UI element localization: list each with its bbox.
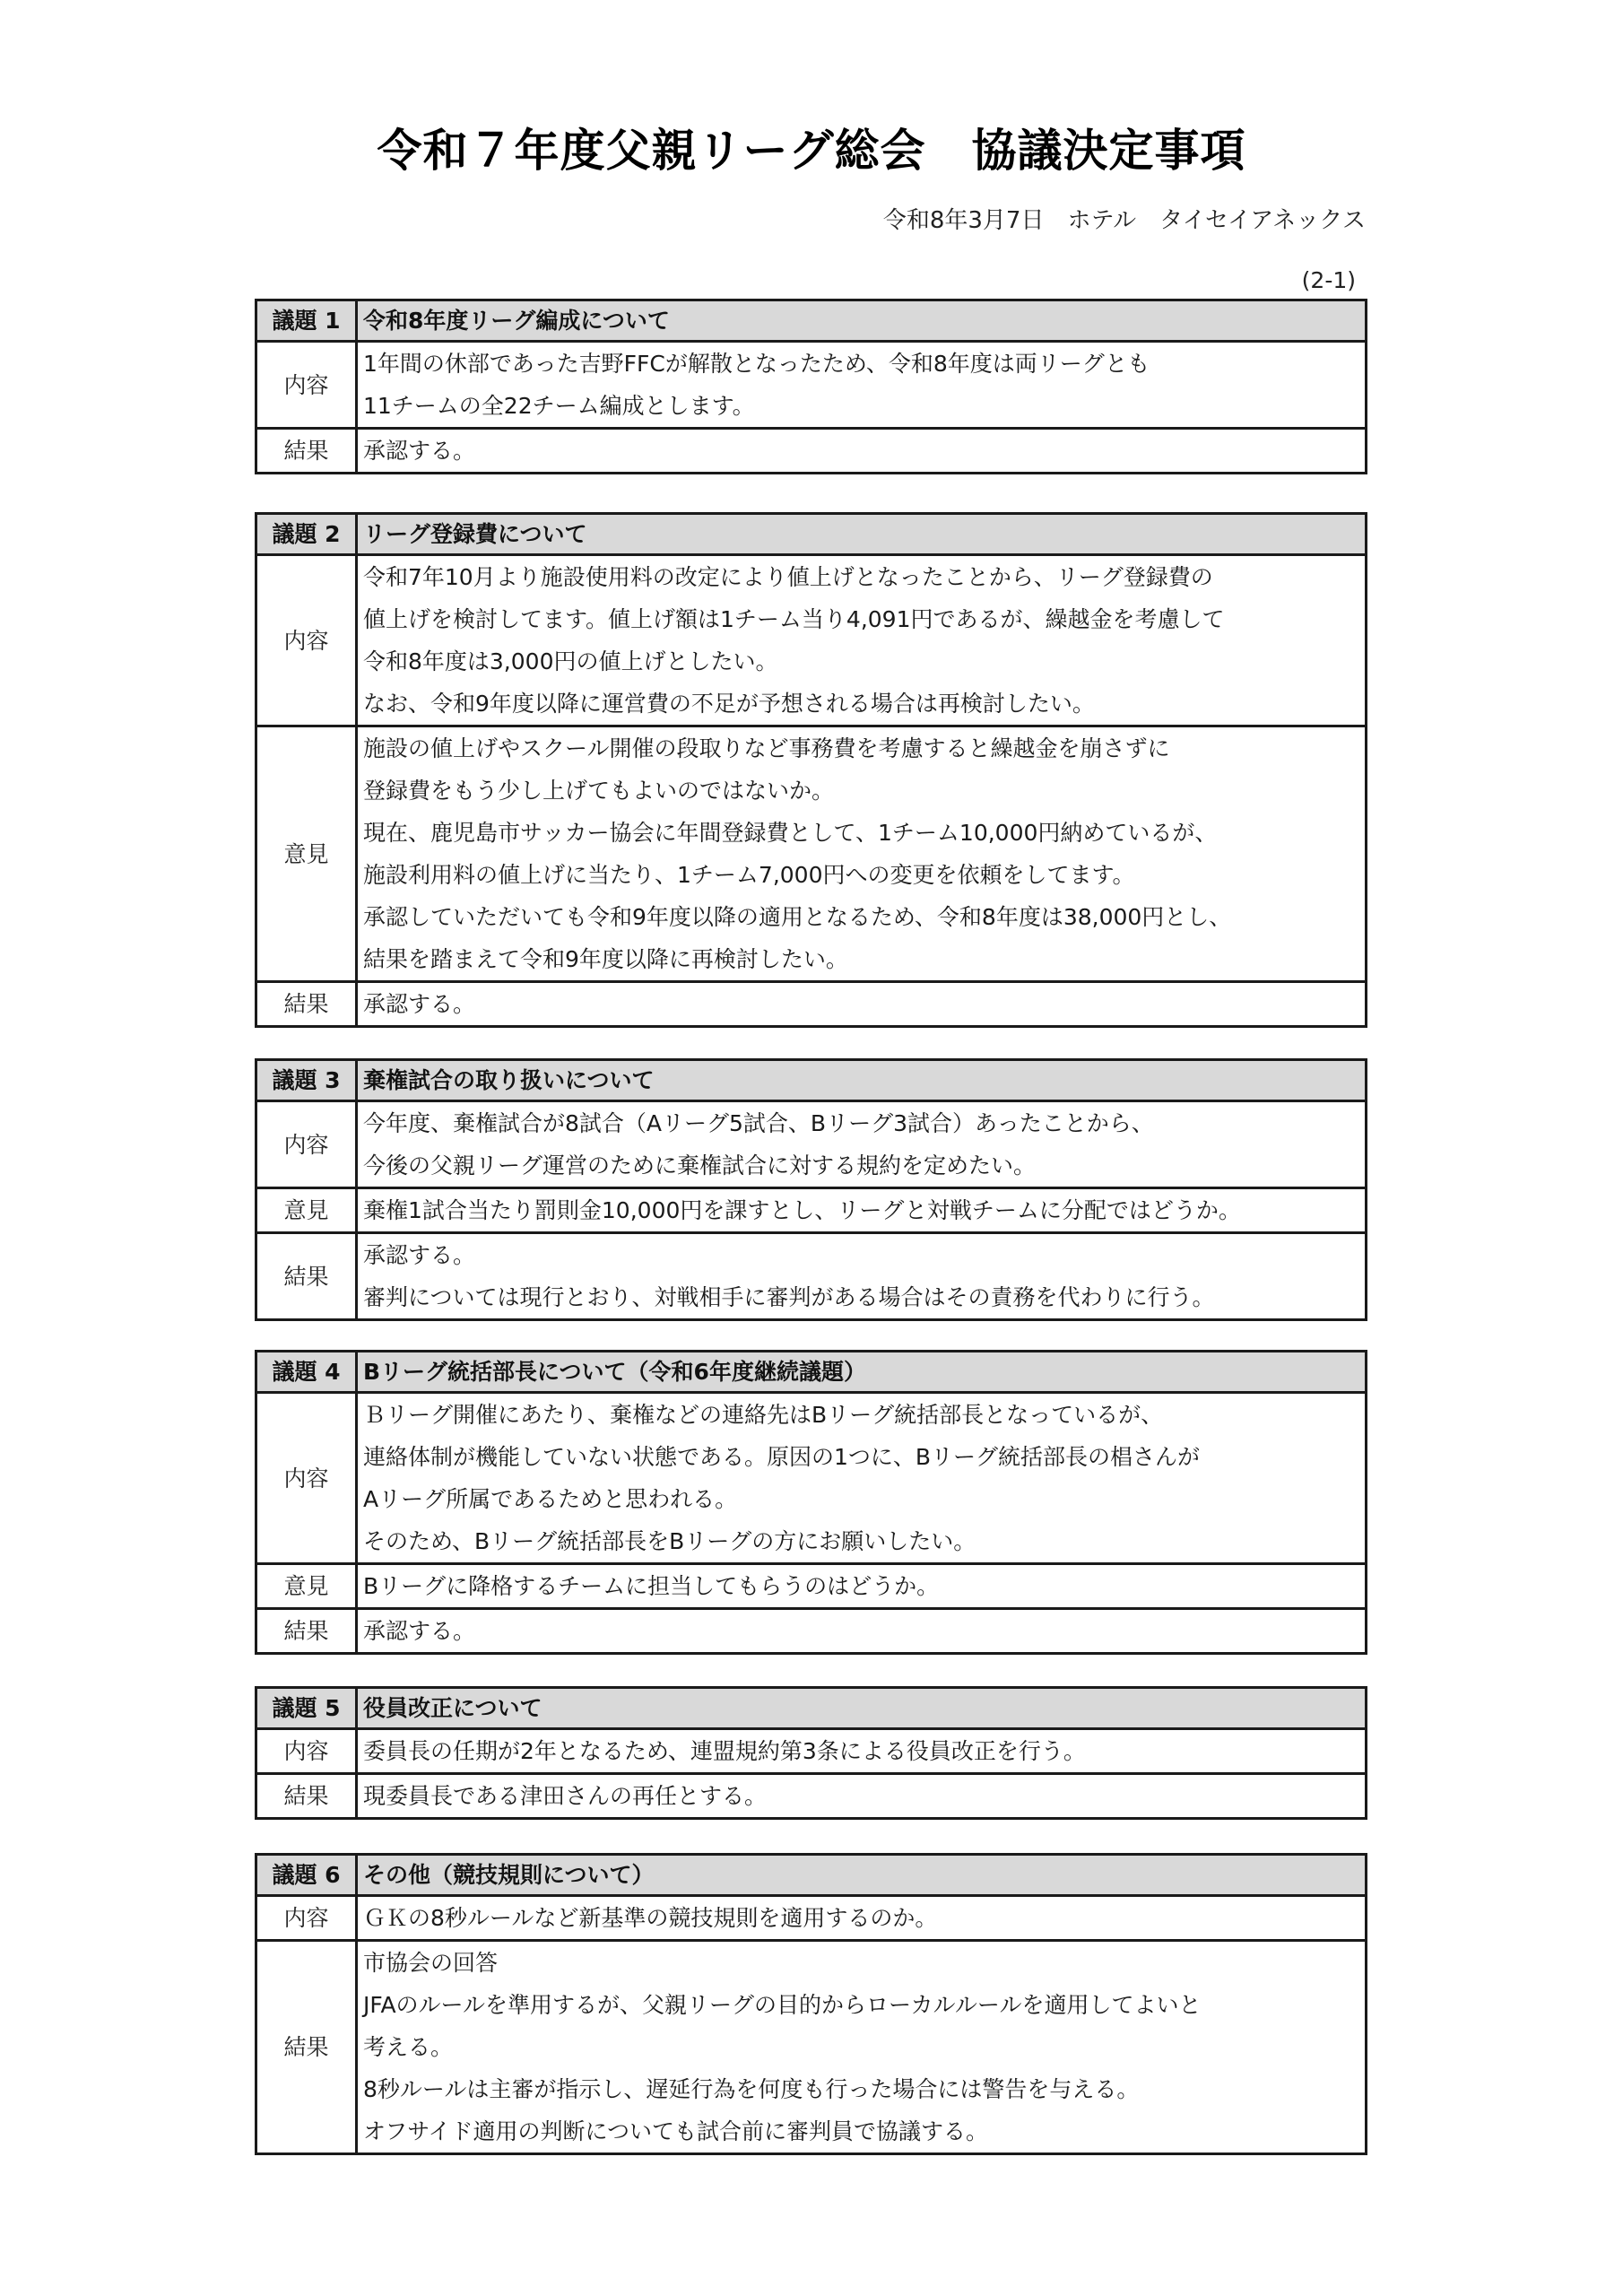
row-body bbox=[357, 1101, 1367, 1188]
agenda-row-result bbox=[256, 1774, 1367, 1819]
row-body bbox=[357, 1188, 1367, 1233]
agenda-row-result bbox=[256, 429, 1367, 474]
row-label: 内容 bbox=[256, 555, 357, 726]
text-line: 考える。 bbox=[363, 2034, 454, 2060]
row-body bbox=[357, 726, 1367, 982]
text-line: 11チームの全22チーム編成とします。 bbox=[363, 393, 755, 419]
row-label: 結果 bbox=[256, 1774, 357, 1819]
text-line: 棄権1試合当たり罰則金10,000円を課すとし、リーグと対戦チームに分配ではどうか。 bbox=[363, 1197, 1241, 1223]
row-body bbox=[357, 1609, 1367, 1654]
text-line: 承認する。 bbox=[363, 1242, 476, 1268]
agenda-header bbox=[256, 514, 1367, 555]
agenda-row-content bbox=[256, 1729, 1367, 1774]
text-line: 今年度、棄権試合が8試合（Aリーグ5試合、Bリーグ3試合）あったことから、 bbox=[363, 1110, 1154, 1136]
agenda-number: 議題 5 bbox=[256, 1688, 357, 1729]
agenda-table-2 bbox=[255, 512, 1367, 1028]
row-label: 結果 bbox=[256, 1233, 357, 1320]
agenda-number: 議題 1 bbox=[256, 300, 357, 342]
text-line: Ｂリーグ開催にあたり、棄権などの連絡先はBリーグ統括部長となっているが、 bbox=[363, 1402, 1164, 1428]
text-line: 登録費をもう少し上げてもよいのではないか。 bbox=[363, 778, 835, 804]
row-label: 内容 bbox=[256, 1393, 357, 1564]
agenda-title: リーグ登録費について bbox=[357, 514, 1367, 555]
agenda-title: Bリーグ統括部長について（令和6年度継続議題） bbox=[357, 1352, 1367, 1393]
document-title: 令和７年度父親リーグ総会 協議決定事項 bbox=[377, 125, 1246, 177]
row-body bbox=[357, 555, 1367, 726]
agenda-row-content bbox=[256, 1896, 1367, 1941]
text-line: 令和8年度は3,000円の値上げとしたい。 bbox=[363, 648, 778, 674]
agenda-header bbox=[256, 1688, 1367, 1729]
text-line: 承認する。 bbox=[363, 991, 476, 1017]
agenda-row-content bbox=[256, 555, 1367, 726]
agenda-number: 議題 2 bbox=[256, 514, 357, 555]
row-label: 意見 bbox=[256, 726, 357, 982]
text-line: 1年間の休部であった吉野FFCが解散となったため、令和8年度は両リーグとも bbox=[363, 351, 1150, 377]
agenda-row-opinion bbox=[256, 1564, 1367, 1609]
agenda-title: 令和8年度リーグ編成について bbox=[357, 300, 1367, 342]
row-label: 内容 bbox=[256, 342, 357, 429]
row-body bbox=[357, 982, 1367, 1027]
agenda-row-opinion bbox=[256, 726, 1367, 982]
row-label: 意見 bbox=[256, 1188, 357, 1233]
text-line: 委員長の任期が2年となるため、連盟規約第3条による役員改正を行う。 bbox=[363, 1738, 1086, 1764]
text-line: 連絡体制が機能していない状態である。原因の1つに、Bリーグ統括部長の椙さんが bbox=[363, 1444, 1201, 1470]
text-line: 8秒ルールは主審が指示し、遅延行為を何度も行った場合には警告を与える。 bbox=[363, 2076, 1140, 2102]
text-line: JFAのルールを準用するが、父親リーグの目的からローカルルールを適用してよいと bbox=[363, 1992, 1202, 2018]
agenda-header bbox=[256, 1060, 1367, 1101]
row-body bbox=[357, 1564, 1367, 1609]
row-label: 内容 bbox=[256, 1101, 357, 1188]
agenda-row-result bbox=[256, 1609, 1367, 1654]
text-line: なお、令和9年度以降に運営費の不足が予想される場合は再検討したい。 bbox=[363, 691, 1095, 717]
text-line: 施設利用料の値上げに当たり、1チーム7,000円への変更を依頼をしてます。 bbox=[363, 862, 1135, 888]
text-line: そのため、Bリーグ統括部長をBリーグの方にお願いしたい。 bbox=[363, 1528, 976, 1554]
text-line: 現在、鹿児島市サッカー協会に年間登録費として、1チーム10,000円納めているが、 bbox=[363, 820, 1218, 846]
text-line: オフサイド適用の判断についても試合前に審判員で協議する。 bbox=[363, 2118, 989, 2144]
text-line: 結果を踏まえて令和9年度以降に再検討したい。 bbox=[363, 946, 848, 972]
text-line: 令和7年10月より施設使用料の改定により値上げとなったことから、リーグ登録費の bbox=[363, 564, 1213, 590]
agenda-header bbox=[256, 1855, 1367, 1896]
agenda-row-result bbox=[256, 1941, 1367, 2154]
row-body bbox=[357, 429, 1367, 474]
text-line: Aリーグ所属であるためと思われる。 bbox=[363, 1486, 738, 1512]
row-body bbox=[357, 342, 1367, 429]
text-line: 承認する。 bbox=[363, 1618, 476, 1644]
row-label: 内容 bbox=[256, 1896, 357, 1941]
agenda-header bbox=[256, 1352, 1367, 1393]
agenda-row-opinion bbox=[256, 1188, 1367, 1233]
text-line: 市協会の回答 bbox=[363, 1950, 499, 1976]
agenda-row-result bbox=[256, 1233, 1367, 1320]
agenda-table-4 bbox=[255, 1350, 1367, 1655]
agenda-number: 議題 3 bbox=[256, 1060, 357, 1101]
page-number: (2-1) bbox=[1301, 267, 1356, 293]
agenda-title: 役員改正について bbox=[357, 1688, 1367, 1729]
row-body bbox=[357, 1233, 1367, 1320]
row-body bbox=[357, 1729, 1367, 1774]
agenda-number: 議題 4 bbox=[256, 1352, 357, 1393]
text-line: 承認していただいても令和9年度以降の適用となるため、令和8年度は38,000円とし、 bbox=[363, 904, 1232, 930]
row-label: 意見 bbox=[256, 1564, 357, 1609]
agenda-title: 棄権試合の取り扱いについて bbox=[357, 1060, 1367, 1101]
row-label: 結果 bbox=[256, 1609, 357, 1654]
row-label: 内容 bbox=[256, 1729, 357, 1774]
agenda-row-content bbox=[256, 1393, 1367, 1564]
text-line: 施設の値上げやスクール開催の段取りなど事務費を考慮すると繰越金を崩さずに bbox=[363, 735, 1170, 761]
agenda-table-6 bbox=[255, 1853, 1367, 2155]
text-line: 今後の父親リーグ運営のために棄権試合に対する規約を定めたい。 bbox=[363, 1152, 1037, 1178]
agenda-number: 議題 6 bbox=[256, 1855, 357, 1896]
row-body bbox=[357, 1896, 1367, 1941]
agenda-table-3 bbox=[255, 1058, 1367, 1321]
agenda-header bbox=[256, 300, 1367, 342]
agenda-row-content bbox=[256, 1101, 1367, 1188]
text-line: 値上げを検討してます。値上げ額は1チーム当り4,091円であるが、繰越金を考慮して bbox=[363, 606, 1225, 632]
agenda-title: その他（競技規則について） bbox=[357, 1855, 1367, 1896]
row-body bbox=[357, 1774, 1367, 1819]
text-line: ＧＫの8秒ルールなど新基準の競技規則を適用するのか。 bbox=[363, 1905, 938, 1931]
row-body bbox=[357, 1393, 1367, 1564]
text-line: 承認する。 bbox=[363, 438, 476, 464]
text-line: 現委員長である津田さんの再任とする。 bbox=[363, 1783, 768, 1809]
row-body bbox=[357, 1941, 1367, 2154]
agenda-table-5 bbox=[255, 1686, 1367, 1820]
row-label: 結果 bbox=[256, 429, 357, 474]
agenda-row-result bbox=[256, 982, 1367, 1027]
text-line: Bリーグに降格するチームに担当してもらうのはどうか。 bbox=[363, 1573, 940, 1599]
text-line: 審判については現行とおり、対戦相手に審判がある場合はその責務を代わりに行う。 bbox=[363, 1284, 1215, 1310]
agenda-row-content bbox=[256, 342, 1367, 429]
row-label: 結果 bbox=[256, 982, 357, 1027]
row-label: 結果 bbox=[256, 1941, 357, 2154]
meeting-date-venue: 令和8年3月7日 ホテル タイセイアネックス bbox=[882, 207, 1366, 234]
agenda-table-1 bbox=[255, 299, 1367, 474]
